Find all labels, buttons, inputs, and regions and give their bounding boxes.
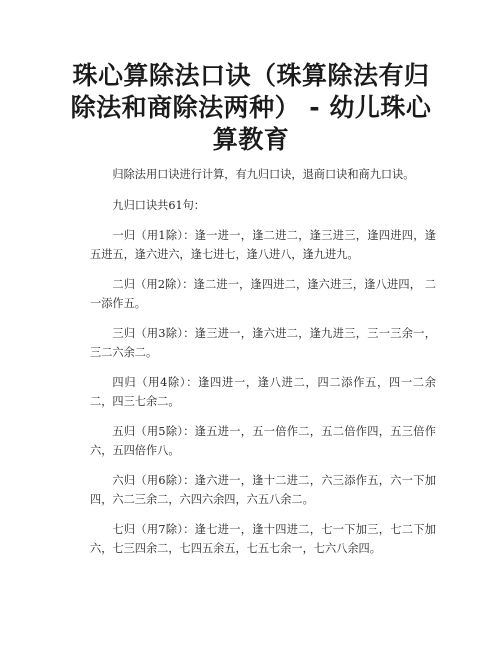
paragraph-wu-gui: 五归（用5除）：逢五进一，五一倍作二，五二倍作四，五三倍作六，五四倍作八。 xyxy=(90,425,436,457)
paragraph-er-gui: 二归（用2除）：逢二进一，逢四进二，逢六进三，逢八进四， 二一添作五。 xyxy=(90,278,436,310)
paragraph-si-gui: 四归（用4除）：逢四进一，逢八进二，四二添作五，四一二余二，四三七余二。 xyxy=(90,376,436,408)
paragraph-intro: 归除法用口诀进行计算，有九归口诀，退商口诀和商九口诀。 xyxy=(112,168,415,181)
paragraph-qi-gui: 七归（用7除）：逢七进一，逢十四进二，七一下加三，七二下加六，七三四余二，七四五余五，七五七余一，七六八余四。 xyxy=(90,523,436,555)
paragraph-count: 九归口诀共61句： xyxy=(112,198,205,212)
paragraph-san-gui: 三归（用3除）：逢三进一，逢六进二，逢九进三，三一三余一，三二六余二。 xyxy=(90,327,436,359)
paragraph-yi-gui: 一归（用1除）：逢一进一，逢二进二，逢三进三，逢四进四，逢五进五，逢六进六，逢七进七，逢八进八，逢九进九。 xyxy=(90,229,436,261)
document-body xyxy=(90,166,436,570)
document-title: 珠心算除法口诀（珠算除法有归除法和商除法两种） - 幼儿珠心算教育 xyxy=(70,61,432,154)
paragraph-liu-gui: 六归（用6除）：逢六进一，逢十二进二，六三添作五，六一下加四，六二三余二，六四六余四，六五八余二。 xyxy=(90,474,436,506)
